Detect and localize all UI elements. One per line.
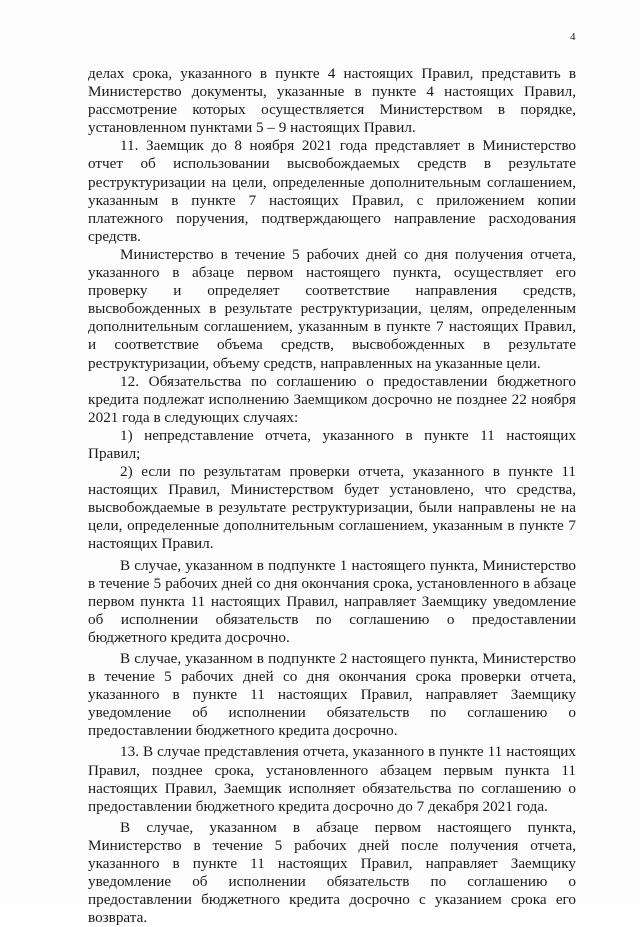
paragraph-clause-12: 12. Обязательства по соглашению о предоставлении бюджетного кредита подлежат исполнению Заемщиком досрочно не позднее 22 ноября 2021 года в следующих случаях: [88, 372, 576, 426]
page-number: 4 [570, 31, 576, 43]
paragraph-case-clause-13: В случае, указанном в абзаце первом настоящего пункта, Министерство в течение 5 рабочих дней после получения отчета, указанного в пункте 11 настоящих Правил, направляет Заемщику уведомление об исполнении обязательств по соглашению о предоставлении бюджетного кредита досрочно с указанием срока его возврата. [88, 818, 576, 927]
paragraph-case-subclause-2: В случае, указанном в подпункте 2 настоящего пункта, Министерство в течение 5 рабочих дней со дня окончания срока проверки отчета, указанного в пункте 11 настоящих Правил, направляет Заемщику уведомление об исполнении обязательств по соглашению о предоставлении бюджетного кредита досрочно. [88, 650, 576, 740]
paragraph-clause-11: 11. Заемщик до 8 ноября 2021 года представляет в Министерство отчет об использовании высвобождаемых средств в результате реструктуризации на цели, определенные дополнительным соглашением, указанным в пункте 7 настоящих Правил, с приложением копии платежного поручения, подтверждающего направление расходования средств. [88, 137, 576, 245]
paragraph-subclause-1: 1) непредставление отчета, указанного в пункте 11 настоящих Правил; [88, 426, 576, 462]
paragraph-ministry-check: Министерство в течение 5 рабочих дней со дня получения отчета, указанного в абзаце первом настоящего пункта, осуществляет его проверку и определяет соответствие направления средств, высвобожденных в результате реструктуризации, целям, определенным дополнительным соглашением, указанным в пункте 7 настоящих Правил, и соответствие объема средств, высвобожденных в результате реструктуризации, объему средств, направленных на указанные цели. [88, 245, 576, 372]
paragraph-clause-13: 13. В случае представления отчета, указанного в пункте 11 настоящих Правил, позднее срока, установленного абзацем первым пункта 11 настоящих Правил, Заемщик исполняет обязательства по соглашению о предоставлении бюджетного кредита досрочно до 7 декабря 2021 года. [88, 743, 576, 815]
paragraph-case-subclause-1: В случае, указанном в подпункте 1 настоящего пункта, Министерство в течение 5 рабочих дней со дня окончания срока, установленного в абзаце первом пункта 11 настоящих Правил, направляет Заемщику уведомление об исполнении обязательств по соглашению о предоставлении бюджетного кредита досрочно. [88, 556, 576, 646]
paragraph-subclause-2: 2) если по результатам проверки отчета, указанного в пункте 11 настоящих Правил, Министерством будет установлено, что средства, высвобождаемые в результате реструктуризации, были направлены не на цели, определенные дополнительным соглашением, указанным в пункте 7 настоящих Правил. [88, 463, 576, 553]
document-body [88, 65, 576, 927]
paragraph-continuation: делах срока, указанного в пункте 4 настоящих Правил, представить в Министерство документы, указанные в пункте 4 настоящих Правил, рассмотрение которых осуществляется Министерством в порядке, установленном пунктами 5 – 9 настоящих Правил. [88, 65, 576, 137]
